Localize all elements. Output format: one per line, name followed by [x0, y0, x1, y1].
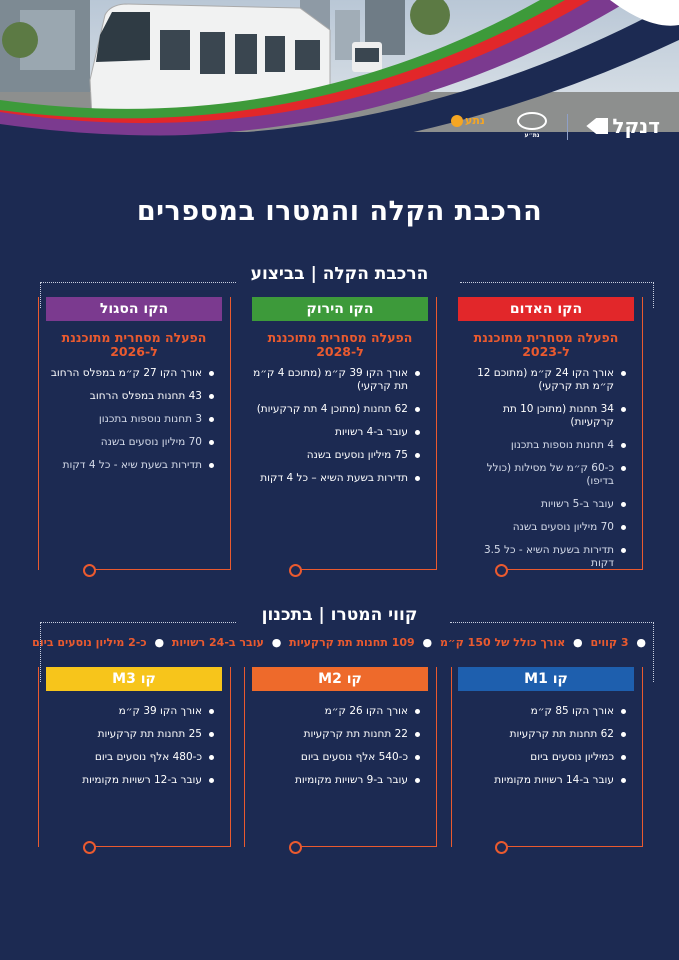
planned-operation-text: הפעלה מסחרית מתוכננת	[267, 330, 413, 345]
list-item: אורך הקו 27 ק״מ במפלס הרחוב	[46, 367, 216, 380]
list-item: כמיליון נוסעים ביום	[458, 751, 628, 764]
card-green-line-header: הקו הירוק	[252, 297, 428, 321]
list-item: 3 תחנות נוספות בתכנון	[46, 413, 216, 426]
bullet-icon: ●	[154, 636, 165, 649]
list-item: עובר ב-9 רשויות מקומיות	[252, 774, 422, 787]
metro-section-title: קווי המטרו | בתכנון	[261, 605, 418, 625]
list-item: 75 מיליון נוסעים בשנה	[252, 449, 422, 462]
dankal-logo	[586, 114, 660, 138]
station-ring-icon	[495, 841, 508, 854]
sun-icon	[451, 115, 463, 127]
metro-frame-right	[653, 622, 654, 682]
list-item: 62 תחנות (מתוכן 4 תת קרקעיות)	[252, 403, 422, 416]
list-item: 25 תחנות תת קרקעיות	[46, 728, 216, 741]
green-line-facts	[252, 367, 428, 485]
metro-summary-strip	[30, 636, 650, 649]
planned-operation-label	[46, 331, 222, 359]
list-item: 70 מיליון נוסעים בשנה	[458, 521, 628, 534]
planned-operation-year: ל-2023	[522, 344, 570, 359]
m2-frame-right	[436, 667, 437, 847]
card-m3-header: קו M3	[46, 667, 222, 691]
m1-frame-right	[642, 667, 643, 847]
m3-facts	[46, 705, 222, 787]
list-item: עובר ב-14 רשויות מקומיות	[458, 774, 628, 787]
nta-logo-icon	[517, 112, 547, 130]
card-metro-m1	[458, 667, 634, 837]
bullet-icon: ●	[636, 636, 646, 649]
list-item: תדירות בשעת שיא - כל 4 דקות	[46, 459, 216, 472]
list-item: אורך הקו 39 ק״מ (מתוכם 4 ק״מ תת קרקעי)	[252, 367, 422, 393]
nta-logo-text: נת״ע	[524, 132, 540, 139]
card-red-line	[458, 297, 634, 567]
list-item: כ-60 ק״מ של מסילות (כולל בדיפו)	[458, 462, 628, 488]
netiv-logo-text: נתע	[465, 114, 485, 127]
metro-summary-item: 109 תחנות תת קרקעיות	[289, 636, 415, 649]
netiv-logo	[451, 114, 485, 127]
list-item: 70 מיליון נוסעים בשנה	[46, 436, 216, 449]
card-m1-header: קו M1	[458, 667, 634, 691]
station-ring-icon	[289, 841, 302, 854]
red-card-frame-right	[642, 297, 643, 570]
section-frame-right	[653, 282, 654, 308]
m2-frame-left	[244, 667, 245, 847]
purple-line-facts	[46, 367, 222, 472]
station-ring-icon	[289, 564, 302, 577]
station-ring-icon	[495, 564, 508, 577]
list-item: עובר ב-5 רשויות	[458, 498, 628, 511]
lightrail-section-title: הרכבת הקלה | בביצוע	[250, 264, 429, 284]
logo-separator	[567, 114, 568, 140]
list-item: אורך הקו 26 ק״מ	[252, 705, 422, 718]
metro-summary-item: כ-2 מיליון נוסעים ביום	[32, 636, 147, 649]
list-item: 62 תחנות תת קרקעיות	[458, 728, 628, 741]
metro-summary-item: עובר ב-24 רשויות	[171, 636, 264, 649]
list-item: אורך הקו 85 ק״מ	[458, 705, 628, 718]
card-green-line	[252, 297, 428, 567]
station-ring-icon	[83, 564, 96, 577]
bullet-icon: ●	[573, 636, 583, 649]
planned-operation-label	[252, 331, 428, 359]
m2-frame-bottom	[298, 846, 437, 847]
list-item: עובר ב-4 רשויות	[252, 426, 422, 439]
list-item: 43 תחנות במפלס הרחוב	[46, 390, 216, 403]
list-item: 4 תחנות נוספות בתכנון	[458, 439, 628, 452]
page-title: הרכבת הקלה והמטרו במספרים	[136, 196, 543, 227]
planned-operation-text: הפעלה מסחרית מתוכננת	[473, 330, 619, 345]
nta-logo	[507, 112, 557, 139]
m3-frame-right	[230, 667, 231, 847]
m2-facts	[252, 705, 428, 787]
list-item: כ-540 אלף נוסעים ביום	[252, 751, 422, 764]
planned-operation-year: ל-2026	[110, 344, 158, 359]
card-purple-line-header: הקו הסגול	[46, 297, 222, 321]
planned-operation-text: הפעלה מסחרית מתוכננת	[61, 330, 207, 345]
list-item: תדירות בשעת השיא – כל 4 דקות	[252, 472, 422, 485]
dankal-logo-text: דנקל	[612, 114, 660, 138]
dankal-logo-icon	[586, 118, 608, 134]
card-m2-header: קו M2	[252, 667, 428, 691]
card-metro-m2	[252, 667, 428, 837]
card-red-line-header: הקו האדום	[458, 297, 634, 321]
list-item: עובר ב-12 רשויות מקומיות	[46, 774, 216, 787]
m3-frame-left	[38, 667, 39, 847]
purple-card-frame-bottom	[92, 569, 231, 570]
list-item: אורך הקו 39 ק״מ	[46, 705, 216, 718]
planned-operation-label	[458, 331, 634, 359]
partner-logos	[445, 110, 660, 144]
list-item: 22 תחנות תת קרקעיות	[252, 728, 422, 741]
red-card-frame-bottom	[505, 569, 643, 570]
metro-frame-left	[40, 622, 41, 682]
green-card-frame-right	[436, 297, 437, 570]
list-item: תדירות בשעת השיא - כל 3.5 דקות	[458, 544, 628, 570]
section-frame-left	[40, 282, 41, 308]
bullet-icon: ●	[271, 636, 282, 649]
metro-summary-item: אורך כולל של 150 ק״מ	[439, 636, 566, 649]
m1-frame-left	[451, 667, 452, 847]
purple-card-frame-right	[230, 297, 231, 570]
card-purple-line	[46, 297, 222, 567]
m3-frame-bottom	[92, 846, 231, 847]
planned-operation-year: ל-2028	[316, 344, 364, 359]
list-item: 34 תחנות (מתוכן 10 תת קרקעיות)	[458, 403, 628, 429]
red-line-facts	[458, 367, 634, 570]
metro-summary-item: 3 קווים	[590, 636, 629, 649]
card-metro-m3	[46, 667, 222, 837]
purple-card-frame-left	[38, 297, 39, 570]
m1-frame-bottom	[505, 846, 643, 847]
station-ring-icon	[83, 841, 96, 854]
list-item: אורך הקו 24 ק״מ (מתוכם 12 ק״מ תת קרקעי)	[458, 367, 628, 393]
green-card-frame-bottom	[298, 569, 437, 570]
m1-facts	[458, 705, 634, 787]
list-item: כ-480 אלף נוסעים ביום	[46, 751, 216, 764]
bullet-icon: ●	[422, 636, 433, 649]
